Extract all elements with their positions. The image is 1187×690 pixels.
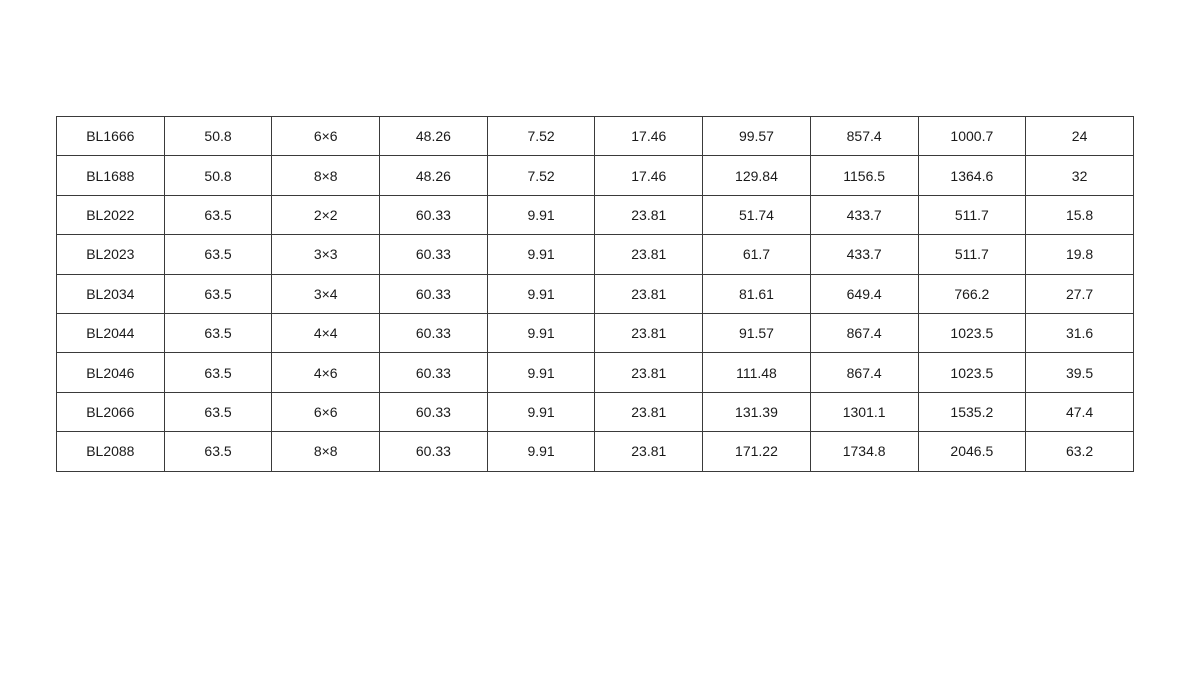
table-cell: 9.91 bbox=[487, 432, 595, 471]
table-cell: 63.5 bbox=[164, 195, 272, 234]
table-cell: 63.5 bbox=[164, 235, 272, 274]
table-cell: 81.61 bbox=[703, 274, 811, 313]
table-cell: 63.5 bbox=[164, 353, 272, 392]
table-cell: 6×6 bbox=[272, 117, 380, 156]
table-cell: 17.46 bbox=[595, 117, 703, 156]
table-cell: 1734.8 bbox=[810, 432, 918, 471]
table-row bbox=[57, 392, 1134, 431]
table-cell: 63.5 bbox=[164, 432, 272, 471]
table-cell: 7.52 bbox=[487, 117, 595, 156]
table-cell: 766.2 bbox=[918, 274, 1026, 313]
table-cell: 1156.5 bbox=[810, 156, 918, 195]
table-cell: 9.91 bbox=[487, 195, 595, 234]
table-cell: 9.91 bbox=[487, 353, 595, 392]
table-row bbox=[57, 274, 1134, 313]
table-cell: 9.91 bbox=[487, 392, 595, 431]
table-cell: 60.33 bbox=[380, 392, 488, 431]
table-cell: 24 bbox=[1026, 117, 1134, 156]
table-cell: 857.4 bbox=[810, 117, 918, 156]
table-cell: 23.81 bbox=[595, 235, 703, 274]
table-row bbox=[57, 195, 1134, 234]
table-cell: 111.48 bbox=[703, 353, 811, 392]
table-cell: 23.81 bbox=[595, 195, 703, 234]
table-row bbox=[57, 432, 1134, 471]
table-cell: 39.5 bbox=[1026, 353, 1134, 392]
table-cell: 1364.6 bbox=[918, 156, 1026, 195]
table-cell: 60.33 bbox=[380, 195, 488, 234]
model-cell: BL2044 bbox=[57, 313, 165, 352]
table-row bbox=[57, 353, 1134, 392]
table-row bbox=[57, 313, 1134, 352]
spec-table bbox=[56, 116, 1134, 472]
table-cell: 4×6 bbox=[272, 353, 380, 392]
table-cell: 48.26 bbox=[380, 156, 488, 195]
table-cell: 129.84 bbox=[703, 156, 811, 195]
table-cell: 511.7 bbox=[918, 195, 1026, 234]
table-cell: 23.81 bbox=[595, 313, 703, 352]
table-cell: 433.7 bbox=[810, 235, 918, 274]
table-cell: 1023.5 bbox=[918, 353, 1026, 392]
table-cell: 649.4 bbox=[810, 274, 918, 313]
table-cell: 8×8 bbox=[272, 156, 380, 195]
table-cell: 17.46 bbox=[595, 156, 703, 195]
table-cell: 867.4 bbox=[810, 353, 918, 392]
table-cell: 51.74 bbox=[703, 195, 811, 234]
table-cell: 60.33 bbox=[380, 313, 488, 352]
table-cell: 60.33 bbox=[380, 235, 488, 274]
table-cell: 27.7 bbox=[1026, 274, 1134, 313]
table-cell: 171.22 bbox=[703, 432, 811, 471]
model-cell: BL2023 bbox=[57, 235, 165, 274]
table-cell: 63.5 bbox=[164, 274, 272, 313]
table-cell: 3×3 bbox=[272, 235, 380, 274]
spec-table-body bbox=[57, 117, 1134, 472]
spec-table-container bbox=[56, 116, 1134, 472]
table-cell: 1023.5 bbox=[918, 313, 1026, 352]
table-cell: 3×4 bbox=[272, 274, 380, 313]
table-cell: 99.57 bbox=[703, 117, 811, 156]
table-cell: 433.7 bbox=[810, 195, 918, 234]
table-cell: 2046.5 bbox=[918, 432, 1026, 471]
table-row bbox=[57, 156, 1134, 195]
table-row bbox=[57, 117, 1134, 156]
table-cell: 91.57 bbox=[703, 313, 811, 352]
table-cell: 9.91 bbox=[487, 235, 595, 274]
table-cell: 9.91 bbox=[487, 274, 595, 313]
table-cell: 61.7 bbox=[703, 235, 811, 274]
table-row bbox=[57, 235, 1134, 274]
table-cell: 32 bbox=[1026, 156, 1134, 195]
model-cell: BL2088 bbox=[57, 432, 165, 471]
table-cell: 23.81 bbox=[595, 353, 703, 392]
table-cell: 60.33 bbox=[380, 432, 488, 471]
table-cell: 50.8 bbox=[164, 117, 272, 156]
table-cell: 60.33 bbox=[380, 353, 488, 392]
table-cell: 131.39 bbox=[703, 392, 811, 431]
model-cell: BL1666 bbox=[57, 117, 165, 156]
table-cell: 48.26 bbox=[380, 117, 488, 156]
table-cell: 60.33 bbox=[380, 274, 488, 313]
table-cell: 63.5 bbox=[164, 392, 272, 431]
model-cell: BL2046 bbox=[57, 353, 165, 392]
table-cell: 19.8 bbox=[1026, 235, 1134, 274]
table-cell: 1000.7 bbox=[918, 117, 1026, 156]
model-cell: BL2034 bbox=[57, 274, 165, 313]
model-cell: BL1688 bbox=[57, 156, 165, 195]
table-cell: 23.81 bbox=[595, 432, 703, 471]
table-cell: 1301.1 bbox=[810, 392, 918, 431]
table-cell: 511.7 bbox=[918, 235, 1026, 274]
table-cell: 63.2 bbox=[1026, 432, 1134, 471]
table-cell: 7.52 bbox=[487, 156, 595, 195]
table-cell: 50.8 bbox=[164, 156, 272, 195]
table-cell: 63.5 bbox=[164, 313, 272, 352]
table-cell: 8×8 bbox=[272, 432, 380, 471]
model-cell: BL2066 bbox=[57, 392, 165, 431]
table-cell: 4×4 bbox=[272, 313, 380, 352]
table-cell: 31.6 bbox=[1026, 313, 1134, 352]
table-cell: 23.81 bbox=[595, 274, 703, 313]
table-cell: 9.91 bbox=[487, 313, 595, 352]
table-cell: 867.4 bbox=[810, 313, 918, 352]
table-cell: 47.4 bbox=[1026, 392, 1134, 431]
table-cell: 1535.2 bbox=[918, 392, 1026, 431]
table-cell: 2×2 bbox=[272, 195, 380, 234]
model-cell: BL2022 bbox=[57, 195, 165, 234]
table-cell: 23.81 bbox=[595, 392, 703, 431]
table-cell: 15.8 bbox=[1026, 195, 1134, 234]
table-cell: 6×6 bbox=[272, 392, 380, 431]
